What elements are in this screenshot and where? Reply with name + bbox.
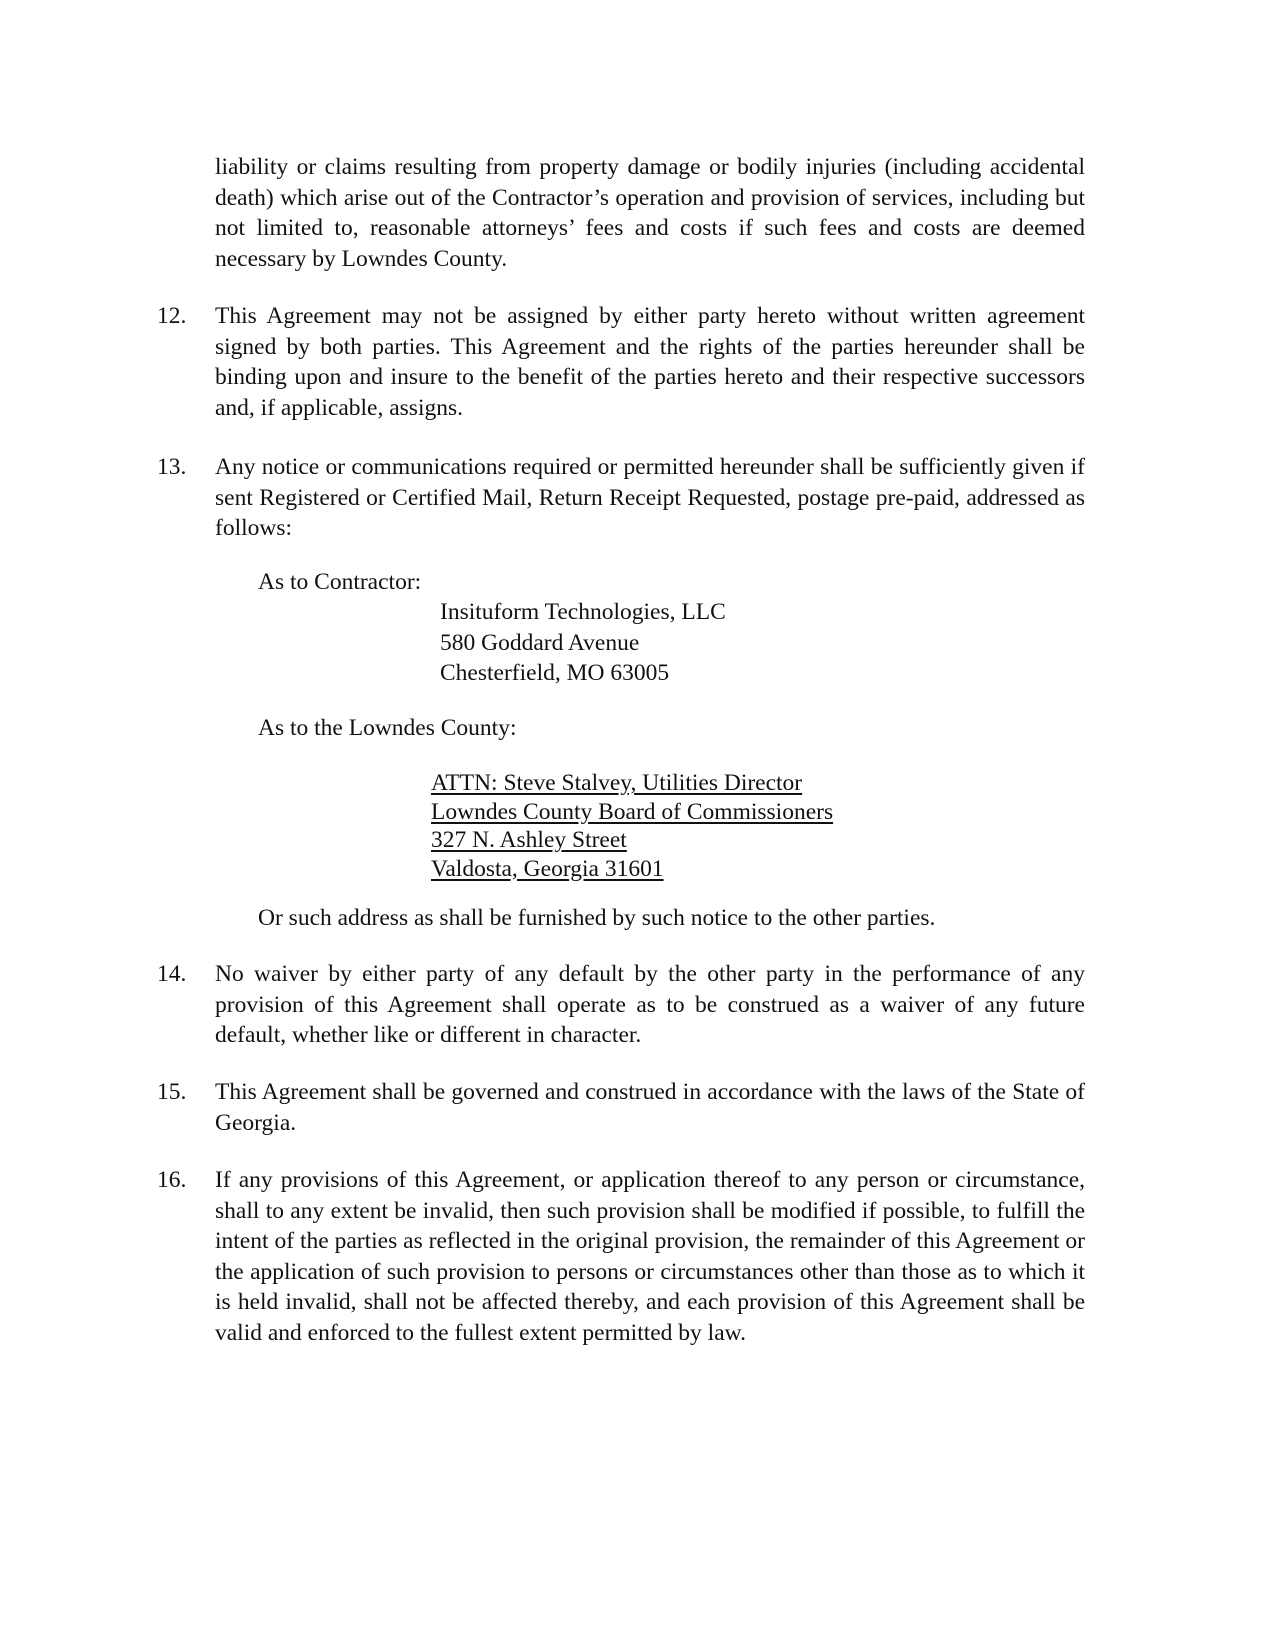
section-number-16: 16.: [157, 1167, 187, 1193]
section-text-12: This Agreement may not be assigned by either party hereto without written agreement signed by both parties. This Agreement and the rights of the parties hereunder shall be binding upon and insure to the benefit of the parties hereto and their respective successors and, if applicable, assigns.: [215, 303, 1085, 421]
section-text-16: If any provisions of this Agreement, or application thereof to any person or circumstance, shall to any extent be invalid, then such provision shall be modified if possible, to fulfill the intent of the parties as reflected in the original provision, the remainder of this Agreement or the application of such provision to persons or circumstances other than those as to which it is held invalid, shall not be affected thereby, and each provision of this Agreement shall be valid and enforced to the fullest extent permitted by law.: [215, 1167, 1085, 1346]
contractor-label: As to Contractor:: [258, 569, 422, 595]
county-address-line: ATTN: Steve Stalvey, Utilities Director: [431, 770, 803, 796]
county-address-line: 327 N. Ashley Street: [431, 827, 627, 853]
contractor-address: [440, 597, 726, 689]
section-text-15: This Agreement shall be governed and construed in accordance with the laws of the State of Georgia.: [215, 1079, 1085, 1136]
section-number-12: 12.: [157, 303, 187, 329]
county-address: [431, 769, 833, 883]
alternate-address-note: Or such address as shall be furnished by such notice to the other parties.: [258, 905, 936, 931]
section-number-13: 13.: [157, 454, 187, 480]
contractor-address-line: Chesterfield, MO 63005: [440, 660, 670, 686]
contractor-address-line: Insituform Technologies, LLC: [440, 599, 726, 625]
county-address-line: Lowndes County Board of Commissioners: [431, 798, 834, 825]
section-text-14: No waiver by either party of any default by the other party in the performance of any provision of this Agreement shall operate as to be construed as a waiver of any future default, whether like or different in character.: [215, 961, 1085, 1048]
county-address-line: Valdosta, Georgia 31601: [431, 855, 664, 882]
continuation-paragraph: liability or claims resulting from property damage or bodily injuries (including accidental death) which arise out of the Contractor’s operation and provision of services, including but not limited to, reasonable attorneys’ fees and costs if such fees and costs are deemed necessary by Lowndes County.: [215, 154, 1085, 272]
section-text-13: Any notice or communications required or permitted hereunder shall be sufficiently given if sent Registered or Certified Mail, Return Receipt Requested, postage pre-paid, addressed as follows:: [215, 454, 1085, 541]
county-label: As to the Lowndes County:: [258, 715, 517, 741]
section-number-14: 14.: [157, 961, 187, 987]
section-number-15: 15.: [157, 1079, 187, 1105]
contractor-address-line: 580 Goddard Avenue: [440, 629, 640, 656]
